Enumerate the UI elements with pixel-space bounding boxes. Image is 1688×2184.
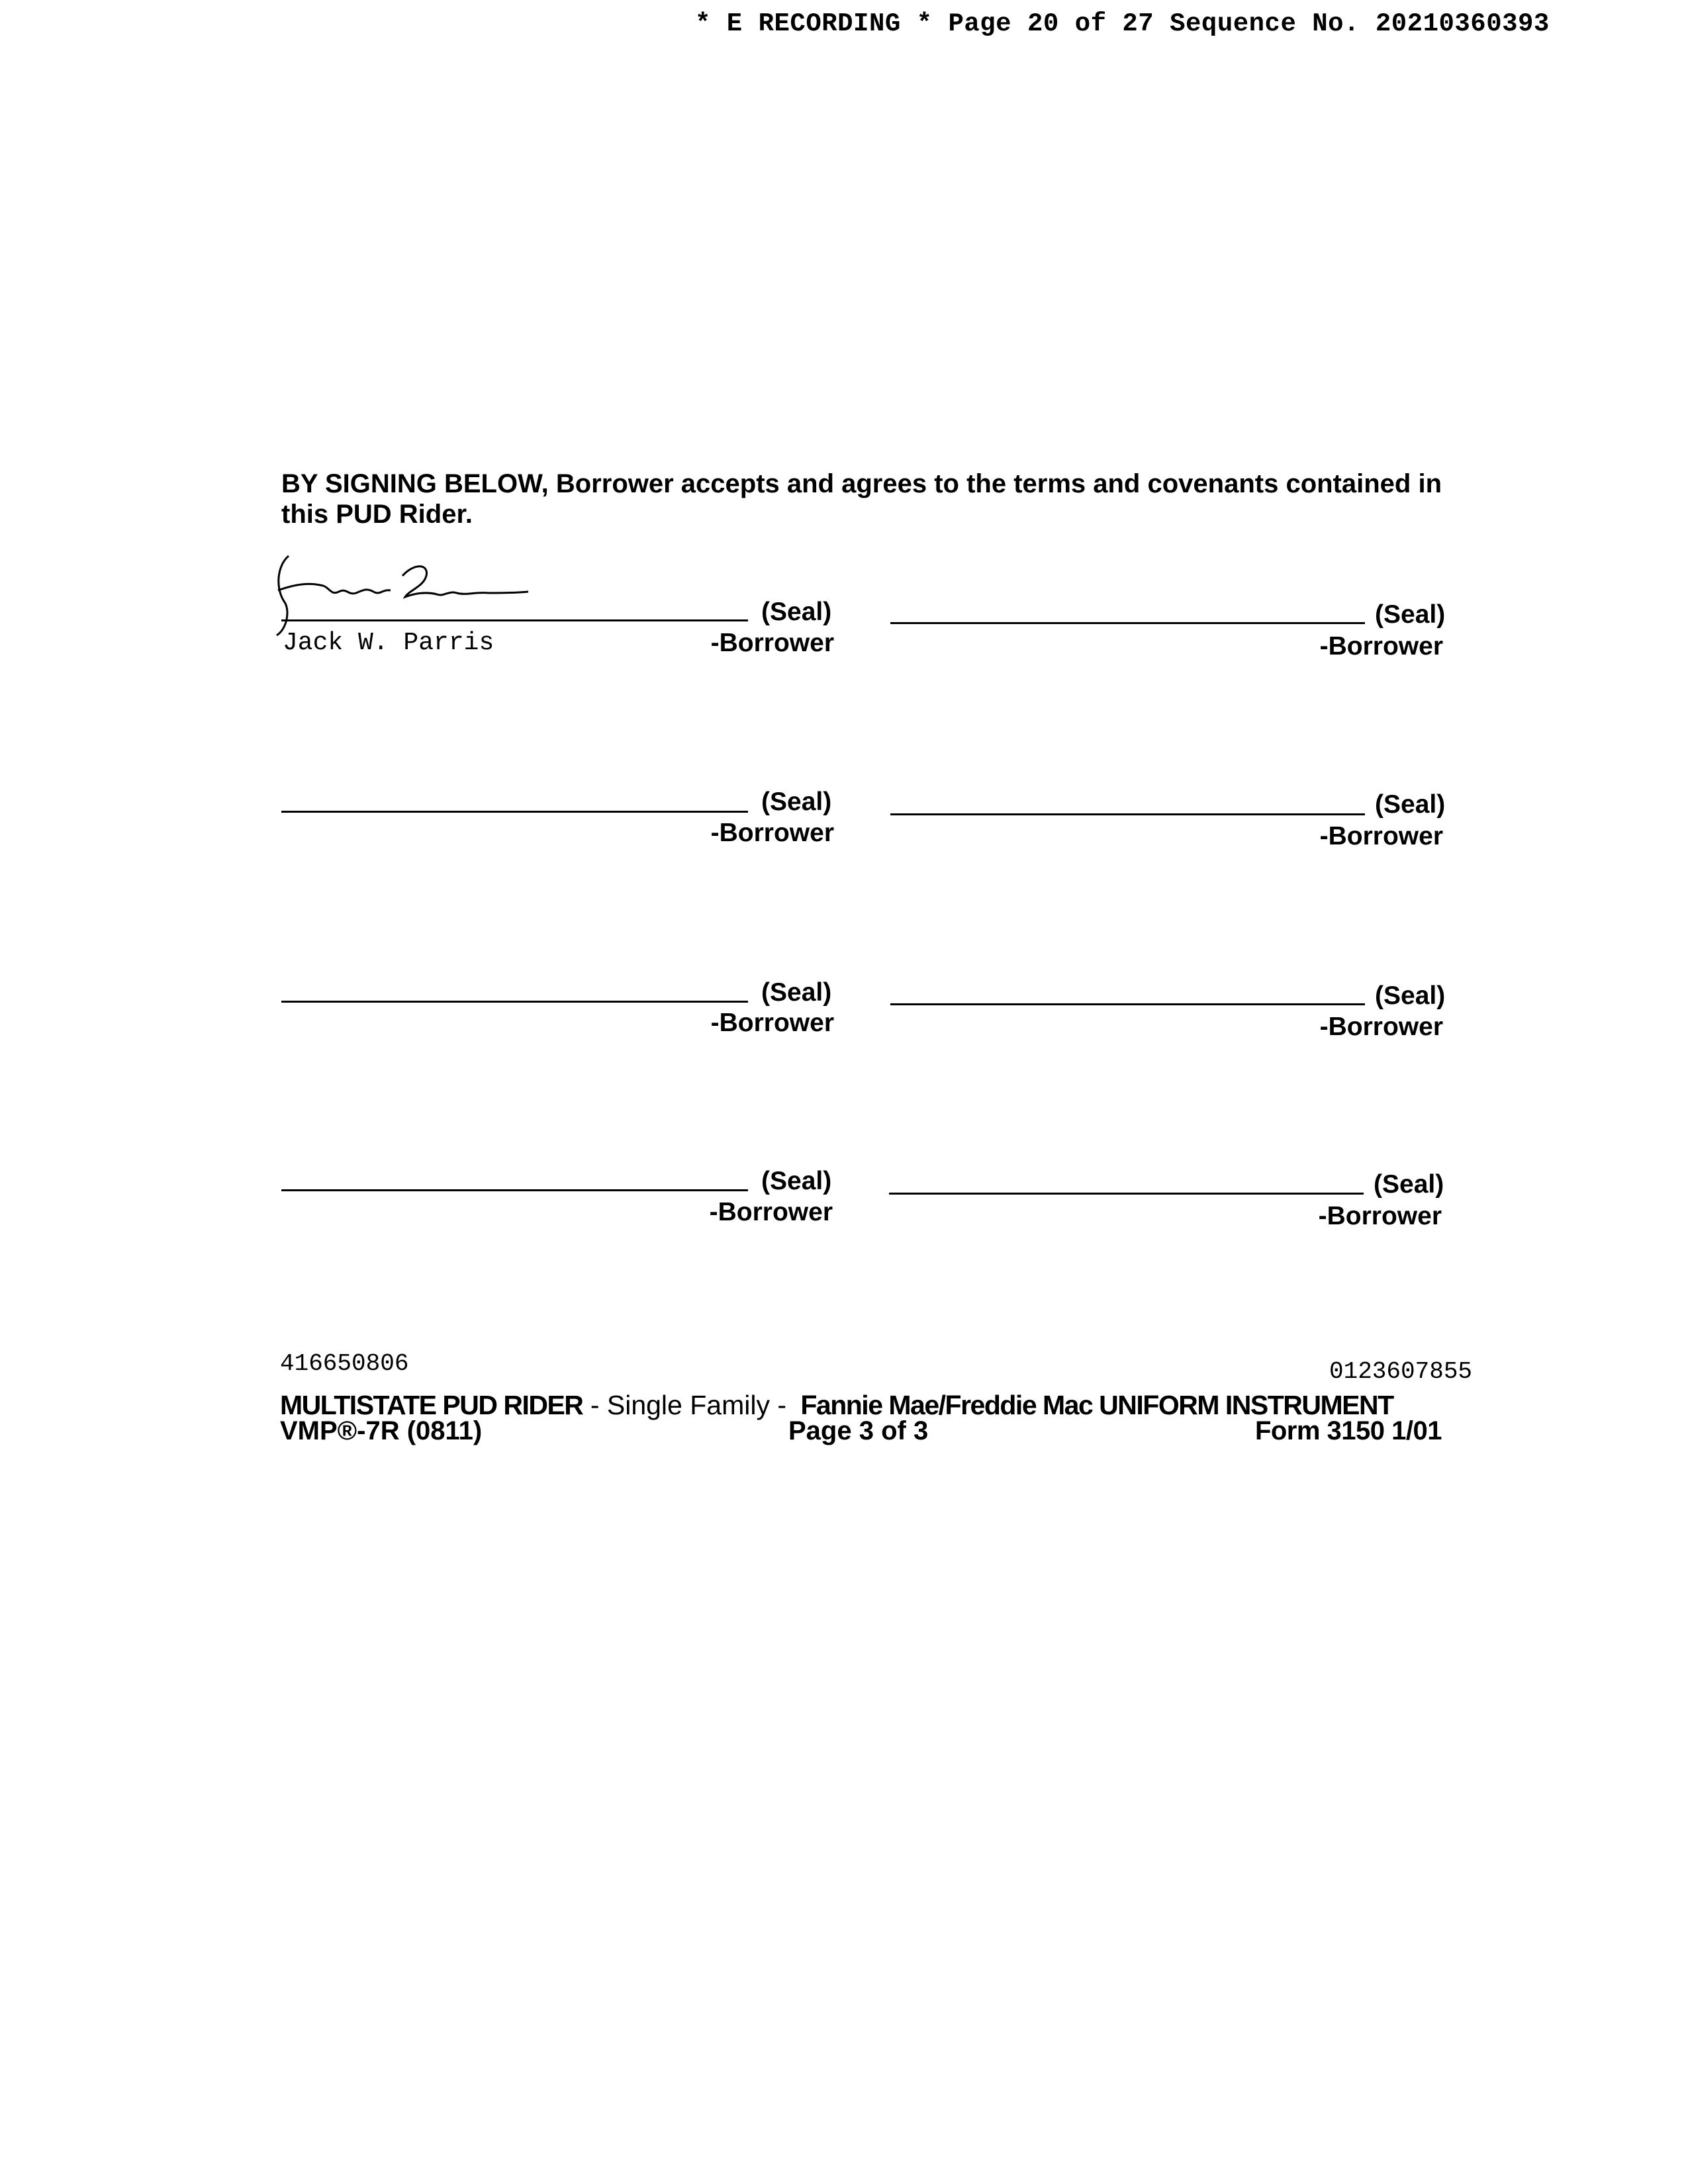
borrower-label: -Borrower <box>1318 1202 1442 1230</box>
signature-line <box>890 813 1365 815</box>
seal-label: (Seal) <box>761 598 832 626</box>
loan-number-left: 416650806 <box>280 1350 409 1377</box>
borrower-label: -Borrower <box>710 819 834 847</box>
borrower-signature <box>270 549 535 642</box>
instrument-name: Fannie Mae/Freddie Mac UNIFORM INSTRUMENT <box>800 1390 1393 1420</box>
signature-line <box>281 619 748 621</box>
signer-name: Jack W. Parris <box>283 629 494 657</box>
vmp-code: VMP®-7R (0811) <box>280 1416 483 1445</box>
seal-label: (Seal) <box>761 788 832 816</box>
recording-header: * E RECORDING * Page 20 of 27 Sequence No. 20210360393 <box>695 9 1550 38</box>
borrower-label: -Borrower <box>709 1198 833 1226</box>
seal-label: (Seal) <box>761 1167 832 1195</box>
borrower-label: -Borrower <box>710 1009 834 1037</box>
form-number: Form 3150 1/01 <box>1254 1416 1442 1445</box>
seal-label: (Seal) <box>761 978 832 1007</box>
borrower-label: -Borrower <box>1319 822 1443 850</box>
loan-number-right: 0123607855 <box>1329 1358 1473 1385</box>
seal-label: (Seal) <box>1375 600 1446 629</box>
borrower-label: -Borrower <box>710 629 834 657</box>
signature-line <box>281 1001 748 1003</box>
signing-statement: BY SIGNING BELOW, Borrower accepts and agrees to the terms and covenants contained in this PUD Rider. <box>281 469 1442 529</box>
form-subtitle: - Single Family - <box>583 1390 794 1420</box>
signature-line <box>281 1189 748 1191</box>
signature-line <box>890 622 1365 624</box>
page-number: Page 3 of 3 <box>788 1416 929 1445</box>
seal-label: (Seal) <box>1375 981 1446 1010</box>
signature-line <box>281 811 748 813</box>
form-title: MULTISTATE PUD RIDER <box>280 1390 583 1420</box>
borrower-label: -Borrower <box>1319 1013 1443 1041</box>
seal-label: (Seal) <box>1375 790 1446 819</box>
seal-label: (Seal) <box>1374 1170 1444 1199</box>
signature-line <box>890 1003 1365 1005</box>
borrower-label: -Borrower <box>1319 632 1443 660</box>
signature-line <box>889 1193 1364 1195</box>
